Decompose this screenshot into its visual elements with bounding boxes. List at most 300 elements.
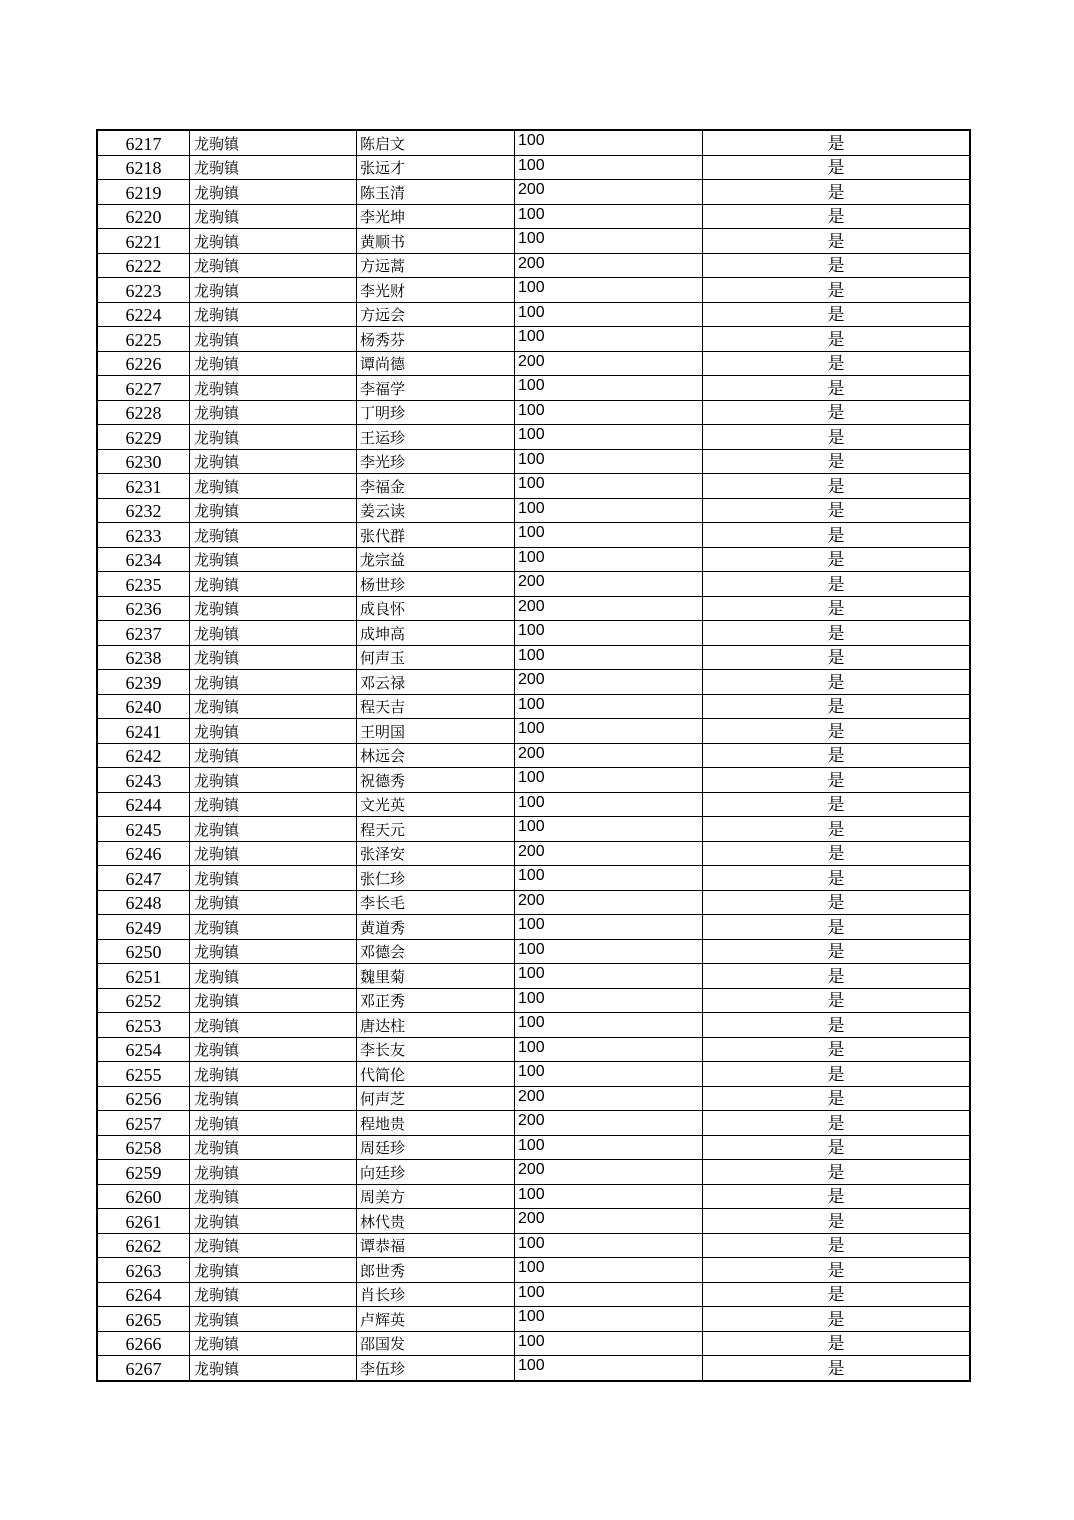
town-cell: 龙驹镇 [190,866,357,891]
amount-cell: 100 [515,376,703,401]
person-name-cell: 谭恭福 [357,1233,515,1258]
town-cell: 龙驹镇 [190,130,357,155]
amount-cell: 200 [515,180,703,205]
amount-cell: 100 [515,449,703,474]
amount-cell: 100 [515,915,703,940]
person-name-cell: 魏里菊 [357,964,515,989]
person-name-cell: 邵国发 [357,1331,515,1356]
amount-cell: 100 [515,302,703,327]
town-cell: 龙驹镇 [190,1209,357,1234]
town-cell: 龙驹镇 [190,768,357,793]
table-row [97,498,970,523]
amount-cell: 100 [515,694,703,719]
person-name-cell: 李长友 [357,1037,515,1062]
person-name-cell: 邓正秀 [357,988,515,1013]
row-number-cell: 6231 [97,474,190,499]
status-cell: 是 [703,670,971,695]
table-row [97,302,970,327]
row-number-cell: 6247 [97,866,190,891]
town-cell: 龙驹镇 [190,743,357,768]
row-number-cell: 6254 [97,1037,190,1062]
status-cell: 是 [703,1086,971,1111]
status-cell: 是 [703,1013,971,1038]
town-cell: 龙驹镇 [190,155,357,180]
amount-cell: 200 [515,743,703,768]
person-name-cell: 李福金 [357,474,515,499]
row-number-cell: 6246 [97,841,190,866]
amount-cell: 100 [515,523,703,548]
status-cell: 是 [703,1258,971,1283]
table-row [97,1013,970,1038]
table-row [97,1160,970,1185]
amount-cell: 100 [515,621,703,646]
person-name-cell: 陈启文 [357,130,515,155]
row-number-cell: 6238 [97,645,190,670]
town-cell: 龙驹镇 [190,1111,357,1136]
status-cell: 是 [703,572,971,597]
row-number-cell: 6240 [97,694,190,719]
town-cell: 龙驹镇 [190,229,357,254]
row-number-cell: 6222 [97,253,190,278]
person-name-cell: 肖长珍 [357,1282,515,1307]
row-number-cell: 6256 [97,1086,190,1111]
row-number-cell: 6244 [97,792,190,817]
status-cell: 是 [703,474,971,499]
table-row [97,400,970,425]
row-number-cell: 6252 [97,988,190,1013]
row-number-cell: 6225 [97,327,190,352]
status-cell: 是 [703,498,971,523]
amount-cell: 200 [515,841,703,866]
table-row [97,792,970,817]
row-number-cell: 6228 [97,400,190,425]
town-cell: 龙驹镇 [190,719,357,744]
person-name-cell: 成良怀 [357,596,515,621]
person-name-cell: 李长毛 [357,890,515,915]
amount-cell: 200 [515,351,703,376]
row-number-cell: 6265 [97,1307,190,1332]
person-name-cell: 邓德会 [357,939,515,964]
row-number-cell: 6258 [97,1135,190,1160]
town-cell: 龙驹镇 [190,841,357,866]
status-cell: 是 [703,817,971,842]
row-number-cell: 6220 [97,204,190,229]
row-number-cell: 6230 [97,449,190,474]
table-row [97,1356,970,1381]
amount-cell: 100 [515,1307,703,1332]
status-cell: 是 [703,400,971,425]
status-cell: 是 [703,1282,971,1307]
amount-cell: 100 [515,1062,703,1087]
table-row [97,376,970,401]
table-row [97,253,970,278]
row-number-cell: 6237 [97,621,190,646]
table-row [97,621,970,646]
person-name-cell: 谭尚德 [357,351,515,376]
town-cell: 龙驹镇 [190,890,357,915]
town-cell: 龙驹镇 [190,1135,357,1160]
person-name-cell: 邓云禄 [357,670,515,695]
town-cell: 龙驹镇 [190,1258,357,1283]
table-row [97,1282,970,1307]
status-cell: 是 [703,1307,971,1332]
person-name-cell: 何声玉 [357,645,515,670]
row-number-cell: 6224 [97,302,190,327]
status-cell: 是 [703,939,971,964]
town-cell: 龙驹镇 [190,988,357,1013]
status-cell: 是 [703,890,971,915]
town-cell: 龙驹镇 [190,1037,357,1062]
row-number-cell: 6221 [97,229,190,254]
status-cell: 是 [703,1160,971,1185]
town-cell: 龙驹镇 [190,204,357,229]
amount-cell: 100 [515,768,703,793]
town-cell: 龙驹镇 [190,302,357,327]
row-number-cell: 6245 [97,817,190,842]
table-row [97,743,970,768]
table-row [97,229,970,254]
amount-cell: 200 [515,1086,703,1111]
table-row [97,1233,970,1258]
town-cell: 龙驹镇 [190,670,357,695]
person-name-cell: 代简伦 [357,1062,515,1087]
person-name-cell: 杨秀芬 [357,327,515,352]
person-name-cell: 王运珍 [357,425,515,450]
person-name-cell: 张代群 [357,523,515,548]
amount-cell: 100 [515,792,703,817]
town-cell: 龙驹镇 [190,1233,357,1258]
amount-cell: 100 [515,155,703,180]
person-name-cell: 唐达柱 [357,1013,515,1038]
status-cell: 是 [703,253,971,278]
amount-cell: 100 [515,939,703,964]
amount-cell: 100 [515,400,703,425]
amount-cell: 100 [515,474,703,499]
person-name-cell: 程天元 [357,817,515,842]
town-cell: 龙驹镇 [190,645,357,670]
amount-cell: 100 [515,1013,703,1038]
table-row [97,1111,970,1136]
amount-cell: 100 [515,1282,703,1307]
table-row [97,964,970,989]
table-row [97,1135,970,1160]
table-body [97,130,970,1381]
row-number-cell: 6226 [97,351,190,376]
person-name-cell: 郎世秀 [357,1258,515,1283]
town-cell: 龙驹镇 [190,915,357,940]
table-row [97,939,970,964]
amount-cell: 100 [515,817,703,842]
town-cell: 龙驹镇 [190,547,357,572]
town-cell: 龙驹镇 [190,1013,357,1038]
table-row [97,694,970,719]
amount-cell: 200 [515,253,703,278]
person-name-cell: 李福学 [357,376,515,401]
amount-cell: 100 [515,498,703,523]
person-name-cell: 黄顺书 [357,229,515,254]
table-row [97,1209,970,1234]
town-cell: 龙驹镇 [190,572,357,597]
amount-cell: 100 [515,1184,703,1209]
amount-cell: 100 [515,1233,703,1258]
person-name-cell: 文光英 [357,792,515,817]
amount-cell: 100 [515,130,703,155]
status-cell: 是 [703,1062,971,1087]
row-number-cell: 6262 [97,1233,190,1258]
person-name-cell: 黄道秀 [357,915,515,940]
row-number-cell: 6266 [97,1331,190,1356]
town-cell: 龙驹镇 [190,278,357,303]
table-row [97,1258,970,1283]
row-number-cell: 6249 [97,915,190,940]
status-cell: 是 [703,547,971,572]
town-cell: 龙驹镇 [190,180,357,205]
town-cell: 龙驹镇 [190,425,357,450]
row-number-cell: 6243 [97,768,190,793]
table-row [97,719,970,744]
table-row [97,130,970,155]
row-number-cell: 6227 [97,376,190,401]
status-cell: 是 [703,229,971,254]
status-cell: 是 [703,1135,971,1160]
person-name-cell: 方远蒿 [357,253,515,278]
table-row [97,988,970,1013]
town-cell: 龙驹镇 [190,523,357,548]
status-cell: 是 [703,1331,971,1356]
row-number-cell: 6267 [97,1356,190,1381]
town-cell: 龙驹镇 [190,351,357,376]
person-name-cell: 李光坤 [357,204,515,229]
town-cell: 龙驹镇 [190,498,357,523]
row-number-cell: 6217 [97,130,190,155]
person-name-cell: 向廷珍 [357,1160,515,1185]
table-row [97,425,970,450]
status-cell: 是 [703,1037,971,1062]
status-cell: 是 [703,155,971,180]
status-cell: 是 [703,523,971,548]
town-cell: 龙驹镇 [190,1086,357,1111]
person-name-cell: 卢辉英 [357,1307,515,1332]
town-cell: 龙驹镇 [190,792,357,817]
person-name-cell: 张远才 [357,155,515,180]
person-name-cell: 程天吉 [357,694,515,719]
row-number-cell: 6234 [97,547,190,572]
amount-cell: 100 [515,1258,703,1283]
town-cell: 龙驹镇 [190,1160,357,1185]
table-row [97,204,970,229]
amount-cell: 100 [515,425,703,450]
row-number-cell: 6257 [97,1111,190,1136]
table-row [97,449,970,474]
status-cell: 是 [703,1111,971,1136]
amount-cell: 100 [515,229,703,254]
table-row [97,523,970,548]
person-name-cell: 林远会 [357,743,515,768]
person-name-cell: 李光珍 [357,449,515,474]
amount-cell: 100 [515,988,703,1013]
row-number-cell: 6241 [97,719,190,744]
person-name-cell: 林代贵 [357,1209,515,1234]
table-row [97,596,970,621]
data-table [96,129,971,1382]
person-name-cell: 程地贵 [357,1111,515,1136]
amount-cell: 200 [515,1111,703,1136]
row-number-cell: 6260 [97,1184,190,1209]
status-cell: 是 [703,1184,971,1209]
row-number-cell: 6232 [97,498,190,523]
status-cell: 是 [703,351,971,376]
table-row [97,817,970,842]
status-cell: 是 [703,327,971,352]
status-cell: 是 [703,964,971,989]
row-number-cell: 6239 [97,670,190,695]
person-name-cell: 杨世珍 [357,572,515,597]
table-row [97,474,970,499]
row-number-cell: 6263 [97,1258,190,1283]
table-row [97,1037,970,1062]
person-name-cell: 张仁珍 [357,866,515,891]
town-cell: 龙驹镇 [190,596,357,621]
row-number-cell: 6259 [97,1160,190,1185]
status-cell: 是 [703,719,971,744]
row-number-cell: 6261 [97,1209,190,1234]
row-number-cell: 6248 [97,890,190,915]
table-row [97,327,970,352]
amount-cell: 200 [515,596,703,621]
status-cell: 是 [703,866,971,891]
table-row [97,1086,970,1111]
table-row [97,1307,970,1332]
person-name-cell: 陈玉清 [357,180,515,205]
status-cell: 是 [703,596,971,621]
amount-cell: 100 [515,1356,703,1381]
row-number-cell: 6233 [97,523,190,548]
person-name-cell: 王明国 [357,719,515,744]
table-row [97,547,970,572]
status-cell: 是 [703,988,971,1013]
amount-cell: 200 [515,670,703,695]
town-cell: 龙驹镇 [190,964,357,989]
row-number-cell: 6235 [97,572,190,597]
amount-cell: 200 [515,1209,703,1234]
status-cell: 是 [703,743,971,768]
town-cell: 龙驹镇 [190,1062,357,1087]
amount-cell: 100 [515,278,703,303]
status-cell: 是 [703,1233,971,1258]
table-row [97,1062,970,1087]
status-cell: 是 [703,449,971,474]
status-cell: 是 [703,302,971,327]
status-cell: 是 [703,645,971,670]
status-cell: 是 [703,1356,971,1381]
person-name-cell: 何声芝 [357,1086,515,1111]
table-row [97,866,970,891]
town-cell: 龙驹镇 [190,817,357,842]
table-row [97,1184,970,1209]
row-number-cell: 6250 [97,939,190,964]
table-row [97,278,970,303]
person-name-cell: 方远会 [357,302,515,327]
status-cell: 是 [703,278,971,303]
town-cell: 龙驹镇 [190,621,357,646]
row-number-cell: 6236 [97,596,190,621]
amount-cell: 100 [515,547,703,572]
amount-cell: 100 [515,964,703,989]
amount-cell: 200 [515,1160,703,1185]
person-name-cell: 张泽安 [357,841,515,866]
amount-cell: 200 [515,890,703,915]
status-cell: 是 [703,915,971,940]
amount-cell: 100 [515,866,703,891]
table-row [97,1331,970,1356]
table-row [97,155,970,180]
status-cell: 是 [703,1209,971,1234]
town-cell: 龙驹镇 [190,376,357,401]
town-cell: 龙驹镇 [190,474,357,499]
row-number-cell: 6218 [97,155,190,180]
amount-cell: 100 [515,1331,703,1356]
town-cell: 龙驹镇 [190,449,357,474]
amount-cell: 100 [515,1135,703,1160]
town-cell: 龙驹镇 [190,1282,357,1307]
town-cell: 龙驹镇 [190,1184,357,1209]
row-number-cell: 6251 [97,964,190,989]
person-name-cell: 李光财 [357,278,515,303]
table-row [97,351,970,376]
status-cell: 是 [703,621,971,646]
row-number-cell: 6255 [97,1062,190,1087]
status-cell: 是 [703,694,971,719]
row-number-cell: 6219 [97,180,190,205]
table-row [97,841,970,866]
row-number-cell: 6229 [97,425,190,450]
town-cell: 龙驹镇 [190,939,357,964]
status-cell: 是 [703,768,971,793]
row-number-cell: 6253 [97,1013,190,1038]
table-row [97,645,970,670]
amount-cell: 100 [515,719,703,744]
status-cell: 是 [703,792,971,817]
row-number-cell: 6223 [97,278,190,303]
person-name-cell: 丁明珍 [357,400,515,425]
town-cell: 龙驹镇 [190,253,357,278]
row-number-cell: 6242 [97,743,190,768]
table-row [97,180,970,205]
town-cell: 龙驹镇 [190,1331,357,1356]
table-row [97,572,970,597]
table-row [97,890,970,915]
status-cell: 是 [703,130,971,155]
person-name-cell: 成坤高 [357,621,515,646]
person-name-cell: 祝德秀 [357,768,515,793]
person-name-cell: 周美方 [357,1184,515,1209]
status-cell: 是 [703,425,971,450]
amount-cell: 100 [515,645,703,670]
person-name-cell: 李伍珍 [357,1356,515,1381]
amount-cell: 200 [515,572,703,597]
status-cell: 是 [703,180,971,205]
town-cell: 龙驹镇 [190,694,357,719]
town-cell: 龙驹镇 [190,1356,357,1381]
row-number-cell: 6264 [97,1282,190,1307]
amount-cell: 100 [515,327,703,352]
person-name-cell: 周廷珍 [357,1135,515,1160]
town-cell: 龙驹镇 [190,400,357,425]
status-cell: 是 [703,204,971,229]
town-cell: 龙驹镇 [190,1307,357,1332]
town-cell: 龙驹镇 [190,327,357,352]
status-cell: 是 [703,376,971,401]
